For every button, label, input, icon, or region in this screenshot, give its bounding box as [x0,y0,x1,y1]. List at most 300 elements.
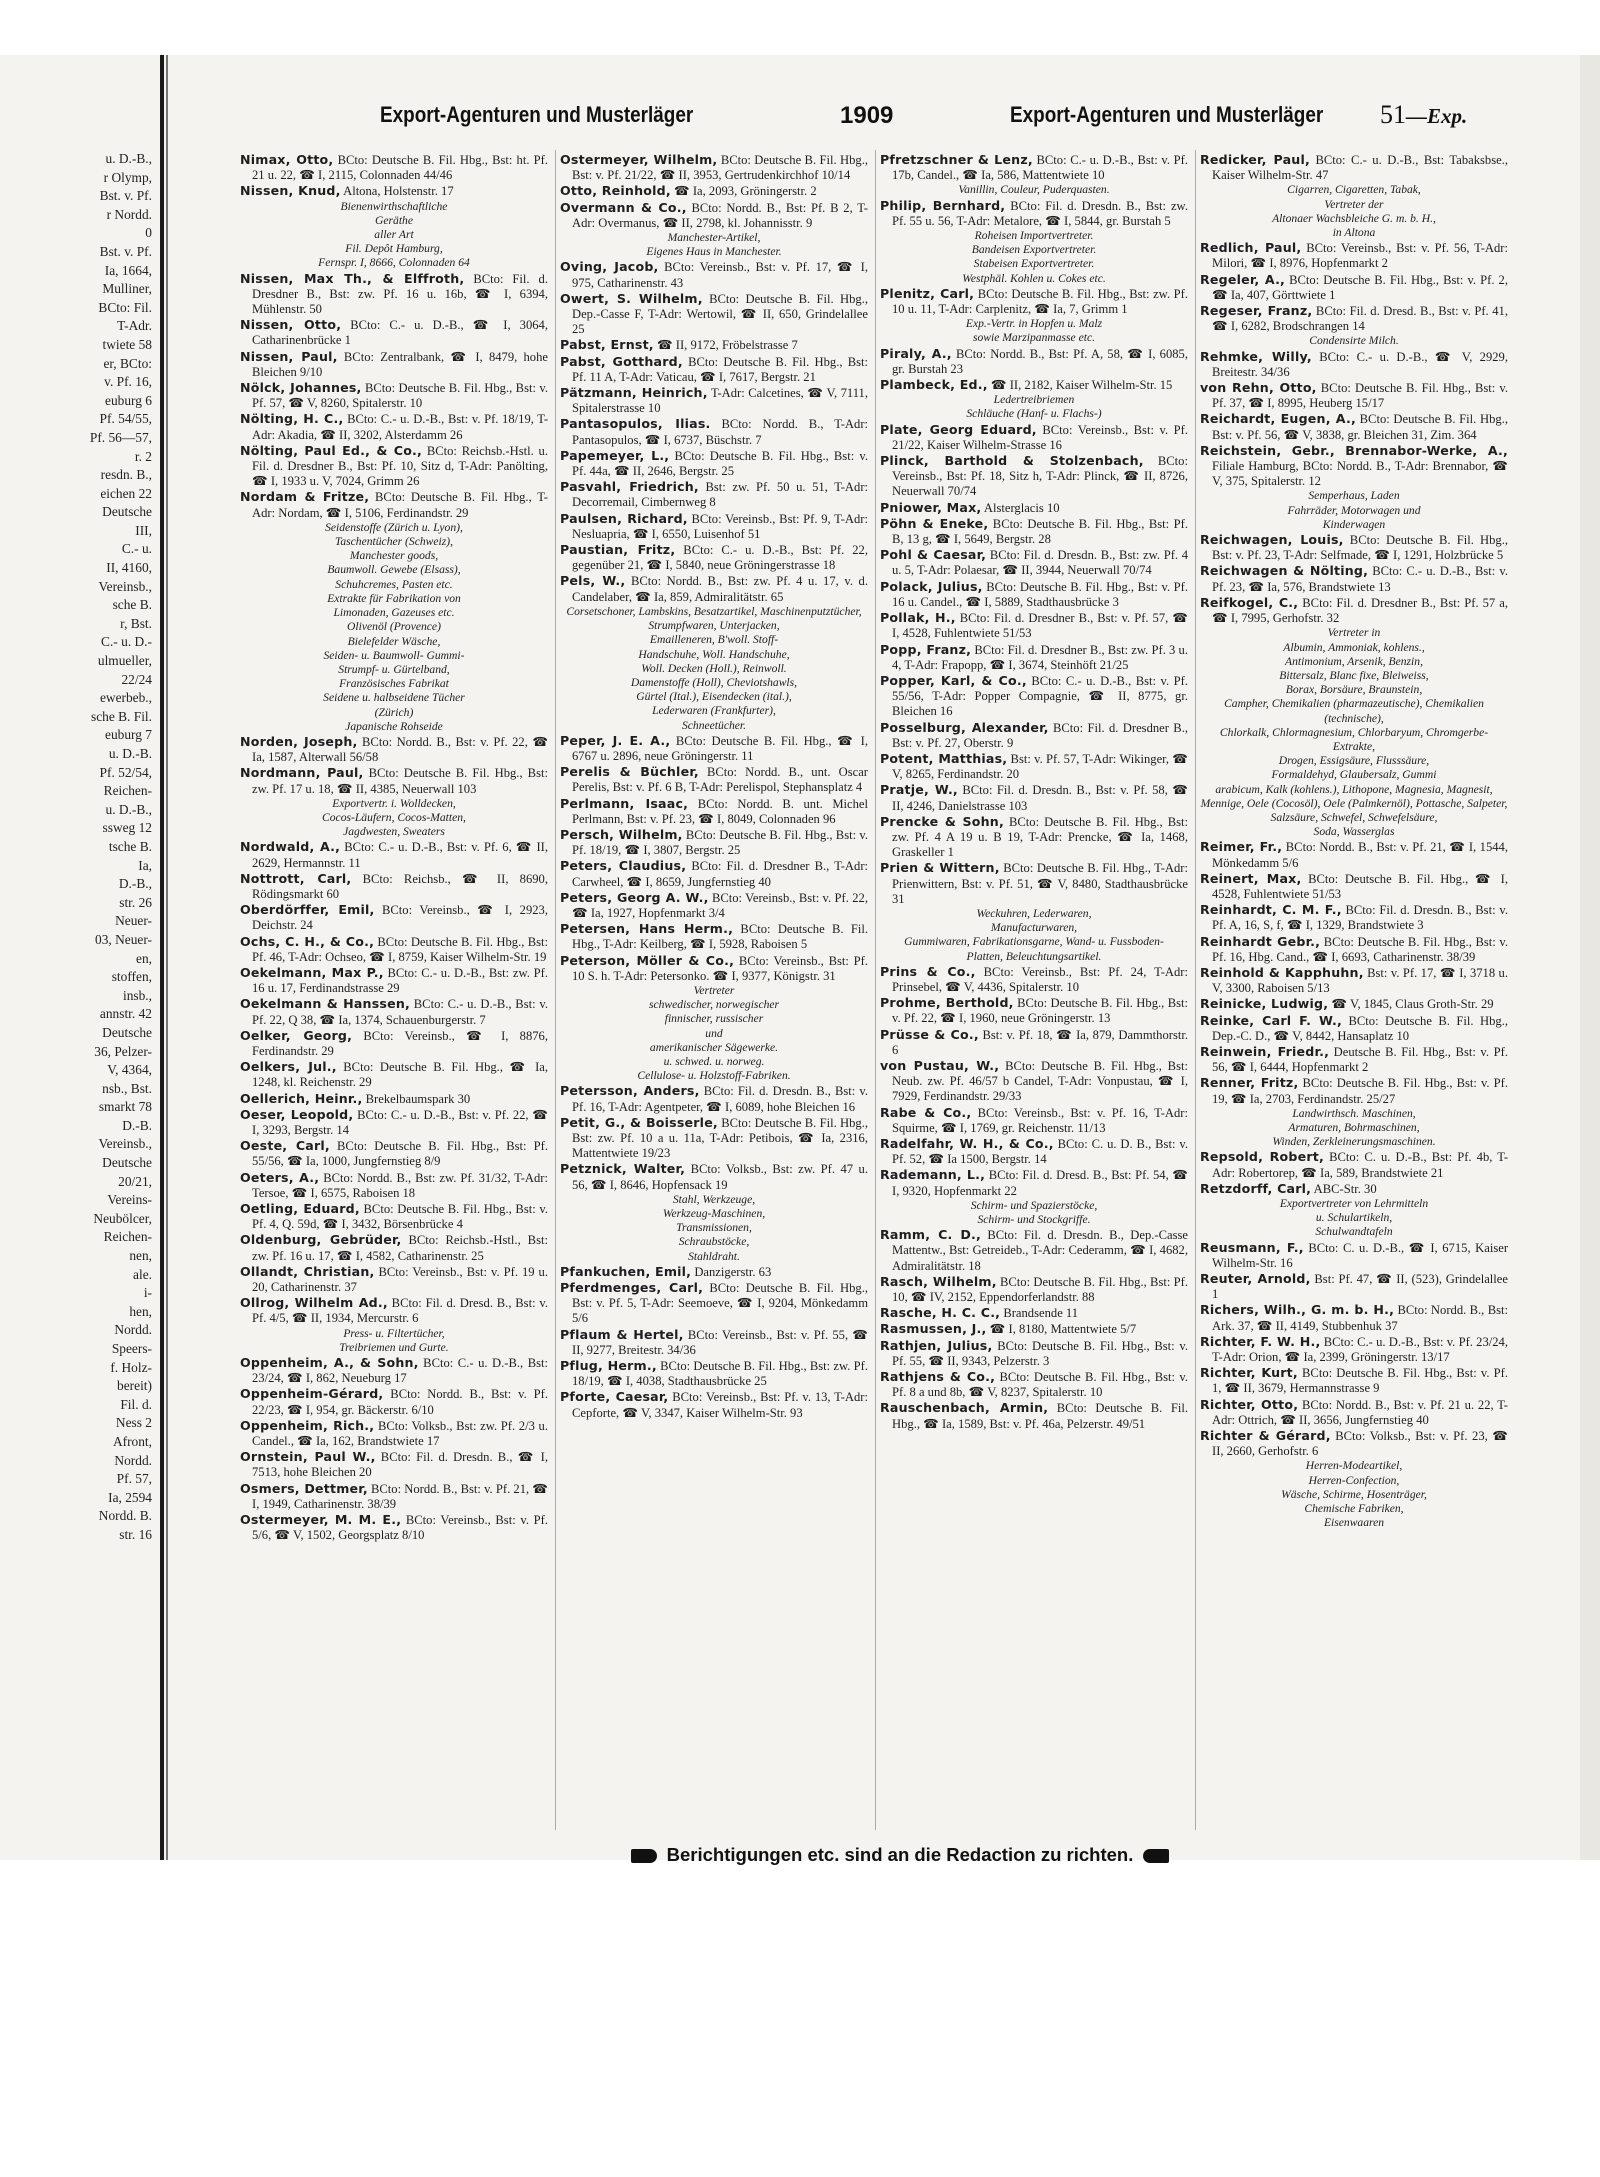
directory-entry [1200,1149,1508,1180]
firm-details: BCto: Deutsche B. Fil. Hbg., Bst: Neub. zw. Pf. 46/57 b Candel, T-Adr: Vonpustau, ☎ I, 7929, Ferdinandstr. 29/33 [892,1058,1188,1104]
directory-entry [880,642,1188,673]
firm-details: BCto: C. u. D.-B., Bst: Pf. 4b, T-Adr: Robertorep, ☎ Ia, 589, Brandstwiete 21 [1212,1150,1509,1180]
firm-name: Regeser, Franz, [1200,303,1313,319]
firm-name: Oelker, Georg, [240,1027,353,1043]
margin-fragment: annstr. 42 [99,1006,152,1022]
firm-name: Popp, Franz, [880,641,972,657]
entry-product-line: Taschentücher (Schweiz), [334,535,454,549]
margin-fragment: Ia, 1664, [104,262,152,278]
firm-details: BCto: Deutsche B. Fil. Hbg., Bst: v. Pf. 2, ☎ Ia, 407, Görttwiete 1 [1212,272,1508,302]
firm-name: Pels, W., [560,573,626,589]
margin-fragment: r Nordd. [106,206,152,222]
firm-details: BCto: Reichsb., ☎ II, 8690, Rödingsmarkt 60 [252,871,548,901]
entry-product-line: Vertreter [693,983,735,997]
directory-entry [880,1305,1188,1321]
directory-entry [560,183,868,199]
directory-entry [1200,1334,1508,1365]
directory-entry [240,489,548,520]
entry-product-line: finnischer, russischer [664,1012,764,1026]
entry-product-line: Werkzeug-Maschinen, [662,1207,766,1221]
directory-entry [560,1115,868,1162]
margin-fragment: ewerbeb., [99,690,152,706]
firm-details: Brandsende 11 [1003,1306,1079,1321]
directory-entry [880,814,1188,861]
firm-details: BCto: Deutsche B. Fil. Hbg., Bst: ht. Pf. 21 u. 22, ☎ I, 2115, Colonnaden 44/46 [252,153,549,183]
directory-entry [880,198,1188,229]
firm-name: Rathjen, Julius, [880,1337,993,1353]
header-page-number [1380,100,1467,130]
page-spine [160,55,164,1860]
directory-entry [560,1389,868,1420]
firm-details: BCto: Deutsche B. Fil. Hbg., T-Adr: Prienwittern, Bst: v. Pf. 51, ☎ V, 8480, Stadthausbrücke 31 [892,861,1189,906]
entry-product-line: Manufacturwaren, [990,921,1078,935]
margin-fragment: str. 16 [119,1526,152,1542]
firm-details: BCto: Vereinsb., Bst: Pf. 18, Sitz h, T-Adr: Plinck, ☎ II, 8726, Neuerwall 70/74 [892,454,1188,499]
firm-details: BCto: Vereinsb., Bst: Pf. 10 S. h. T-Adr: Petersonko. ☎ I, 9377, Königstr. 31 [572,953,868,983]
margin-fragment: Vereinsb., [98,578,152,594]
directory-entry [880,500,1188,516]
entry-product-line: Chlorkalk, Chlormagnesium, Chlorbaryum, Chromgerbe-Extrakte, [1219,725,1489,753]
entry-product-line: Stabeisen Exportvertreter. [973,257,1095,271]
margin-fragment: hen, [129,1303,152,1319]
entry-product-line: Exp.-Vertr. in Hopfen u. Malz [965,317,1103,331]
firm-name: Oldenburg, Gebrüder, [240,1232,402,1248]
directory-entry [560,200,868,231]
entry-product-line: Roheisen Importvertreter. [974,229,1094,243]
firm-details: BCto: Volksb., Bst: zw. Pf. 47 u. 56, ☎ I, 8646, Hopfensack 19 [572,1162,868,1192]
firm-name: Reuter, Arnold, [1200,1271,1311,1287]
header-year: 1909 [840,102,894,129]
directory-entry [880,346,1188,377]
directory-entry [560,764,868,795]
margin-fragment: Pf. 52/54, [99,764,152,780]
margin-fragment: Reichen- [103,783,152,799]
firm-name: von Pustau, W., [880,1057,1000,1073]
firm-name: Pflug, Herm., [560,1358,657,1374]
margin-fragment: V, 4364, [107,1062,152,1078]
page-footer [520,1844,1280,1870]
entry-product-line: Exportvertreter von Lehrmitteln [1279,1197,1429,1211]
entry-product-line: Emailleneren, B'woll. Stoff- [649,633,779,647]
firm-name: Perelis & Büchler, [560,764,699,780]
margin-fragment: Reichen- [103,1229,152,1245]
firm-name: Reinhardt, C. M. F., [1200,902,1342,918]
directory-entry [1200,240,1508,271]
entry-product-line: Lederwaren (Frankfurter), [652,704,776,718]
entry-product-line: Bielefelder Wäsche, [347,634,441,648]
directory-entry [560,921,868,952]
directory-entry [240,1138,548,1169]
entry-product-line: Strumpf- u. Gürtelband, [338,662,450,676]
firm-name: Peters, Claudius, [560,858,687,874]
margin-fragment: 0 [145,225,152,241]
firm-name: Petznick, Walter, [560,1161,686,1177]
margin-fragment: Deutsche [102,1024,152,1040]
firm-name: Nordmann, Paul, [240,765,364,781]
firm-details: BCto: Deutsche B. Fil. Hbg., Bst: Pf. 10, ☎ IV, 2152, Eppendorferlandstr. 88 [892,1274,1188,1305]
directory-entry [560,542,868,573]
firm-details: BCto: Deutsche B. Fil. Hbg., Bst: zw. Pf. 10 a u. 11a, T-Adr: Petibois, ☎ Ia, 2316, Mattentwiete 19/23 [572,1115,868,1161]
firm-details: BCto: Deutsche B. Fil. Hbg., Bst: zw. Pf. 17 u. 18, ☎ II, 4385, Neuerwall 103 [252,766,548,796]
directory-entry [560,796,868,827]
entry-product-line: Stahl, Werkzeuge, [672,1192,756,1206]
directory-entry [240,1232,548,1263]
directory-entry [560,733,868,764]
entry-product-line: Woll. Decken (Holl.), Reinwoll. [641,661,787,675]
firm-details: BCto: C.- u. D.-B., Bst: v. Pf. 22, Q 38, ☎ Ia, 1374, Schauenburgerstr. 7 [252,997,549,1027]
entry-product-line: Soda, Wasserglas [1313,825,1395,839]
directory-entry [560,291,868,338]
margin-fragment: en, [136,950,152,966]
directory-entry [880,1027,1188,1058]
directory-entry [880,1136,1188,1167]
directory-entry [240,734,548,765]
pointing-hand-icon [1143,1849,1169,1863]
firm-name: Reinert, Max, [1200,870,1302,886]
directory-entry [1200,996,1508,1012]
entry-product-line: Schraubstöcke, [678,1235,750,1249]
firm-name: Oekelmann & Hanssen, [240,996,410,1012]
directory-entry [1200,411,1508,442]
firm-details: Bst: v. Pf. 57, T-Adr: Wikinger, ☎ V, 8265, Ferdinandstr. 20 [892,751,1188,782]
directory-entry [1200,349,1508,380]
firm-details: BCto: Deutsche B. Fil. Hbg., Bst: Pf. 46, T-Adr: Ochseo, ☎ I, 8759, Kaiser Wilhelm-Str. 19 [252,934,548,964]
margin-fragment: u. D.-B., [105,801,152,817]
firm-details: ☎ Ia, 2093, Gröningerstr. 2 [673,184,817,199]
firm-name: Nölting, H. C., [240,411,344,427]
firm-details: BCto: C.- u. D.-B., Bst: v. Pf. 18/19, T-Adr: Akadia, ☎ II, 3202, Alsterdamm 26 [252,412,549,442]
firm-details: Altona, Holstenstr. 17 [343,184,454,199]
firm-name: Prins & Co., [880,963,976,979]
directory-entry [240,1295,548,1326]
directory-entry [1200,152,1508,183]
directory-entry [880,547,1188,578]
firm-details: BCto: C.- u. D.-B., Bst: v. Pf. 17b, Candel., ☎ Ia, 586, Mattentwiete 10 [892,153,1188,183]
margin-fragment: Nordd. [114,1452,152,1468]
entry-product-line: Fahrräder, Motorwagen und [1287,503,1421,517]
firm-details: BCto: C.- u. D.-B., Bst: Pf. 22, gegenüber 21, ☎ I, 5840, neue Gröningerstrasse 18 [572,543,868,573]
firm-name: Norden, Joseph, [240,733,358,749]
firm-name: Prien & Wittern, [880,860,1000,876]
firm-details: BCto: Fil. d. Dresdner B., Bst: v. Pf. 57, ☎ I, 4528, Fuhlentwiete 51/53 [892,611,1188,641]
margin-fragment: v. Pf. 16, [104,374,152,390]
firm-name: Nissen, Paul, [240,348,338,364]
directory-entry [560,259,868,290]
firm-details: BCto: Nordd. B., Bst: v. Pf. 22/23, ☎ I, 954, gr. Bäckerstr. 6/10 [252,1387,548,1417]
entry-product-line: Bandeisen Exportvertreter. [971,243,1097,257]
margin-fragment: euburg 7 [105,727,152,743]
margin-fragment: i- [143,1285,152,1301]
firm-name: Radelfahr, W. H., & Co., [880,1136,1054,1151]
firm-details: BCto: Deutsche B. Fil. Hbg., Bst: v. Pf. 21/22, ☎ II, 3953, Gertrudenkirchhof 10/14 [572,153,869,183]
entry-product-line: u. Schulartikeln, [1315,1211,1393,1225]
directory-entry [560,858,868,889]
margin-fragment: Mulliner, [102,281,152,297]
firm-details: BCto: Nordd. B., Bst: Pf. A, 58, ☎ I, 6085, gr. Burstah 23 [892,346,1188,376]
directory-entry [240,1418,548,1449]
firm-details: BCto: C.- u. D.-B., Bst: v. Pf. 23/24, T-Adr: Orion, ☎ Ia, 2399, Gröningerstr. 13/17 [1212,1334,1508,1365]
firm-name: Richter & Gérard, [1200,1428,1331,1444]
entry-product-line: Condensirte Milch. [1309,334,1399,348]
firm-details: BCto: Fil. d. Dresdn. B., Bst: zw. Pf. 4 u. 5, T-Adr: Polaesar, ☎ II, 3944, Neuerwall 70/74 [892,548,1188,578]
entry-product-line: Antimonium, Arsenik, Benzin, [1285,654,1423,668]
firm-name: Rasch, Wilhelm, [880,1273,997,1289]
firm-details: BCto: Deutsche B. Fil. Hbg., Bst: v. Pf. 19, ☎ Ia, 2703, Ferdinandstr. 25/27 [1212,1076,1509,1106]
entry-product-line: Stahldraht. [688,1249,740,1263]
firm-details: BCto: Vereinsb., Bst: Pf. 9, T-Adr: Nesluapria, ☎ I, 6550, Luisenhof 51 [572,511,868,541]
margin-fragment: 36, Pelzer- [94,1043,152,1059]
margin-fragment: tsche B. [108,838,152,854]
firm-details: BCto: Deutsche B. Fil. Hbg., Bst: v. Pf. 16 u. Candel., ☎ I, 5889, Stadthausbrücke 3 [892,579,1188,609]
margin-fragment: stoffen, [111,969,152,985]
firm-details: BCto: Deutsche B. Fil. Hbg., Bst: v. Pf. 55, ☎ II, 9343, Pelzerstr. 3 [892,1338,1189,1368]
firm-details: BCto: Vereinsb., Bst: v. Pf. 19 u. 20, Catharinenstr. 37 [252,1264,549,1295]
entry-product-line: Transmissionen, [676,1221,752,1235]
firm-details: BCto: Deutsche B. Fil. Hbg., Bst: Pf. 11 A, T-Adr: Vaticau, ☎ I, 7617, Bergstr. 21 [572,354,868,384]
entry-product-line: Drogen, Essigsäure, Flusssäure, [1278,754,1430,768]
firm-name: Osmers, Dettmer, [240,1480,368,1496]
page-right-edge [1580,55,1600,1860]
firm-name: Plenitz, Carl, [880,285,975,301]
firm-name: Pforte, Caesar, [560,1389,669,1405]
directory-entry [240,380,548,411]
entry-product-line: Westphäl. Kohlen u. Cokes etc. [962,271,1106,285]
entry-product-line: schwedischer, norwegischer [648,998,780,1012]
margin-fragment: sche B. [112,597,152,613]
firm-details: ☎ V, 1845, Claus Groth-Str. 29 [1331,997,1494,1012]
firm-name: Oppenheim, A., & Sohn, [240,1355,419,1371]
firm-details: BCto: Fil. d. Dresd. B., Bst: Pf. 54, ☎ I, 9320, Hopfenmarkt 22 [892,1168,1188,1198]
margin-fragment: twiete 58 [102,336,152,352]
firm-details: BCto: Fil. d. Dresdner B., Bst: zw. Pf. 3 u. 4, T-Adr: Frapopp, ☎ I, 3674, Steinhöft 21/25 [892,642,1188,672]
directory-entry [880,579,1188,610]
firm-details: BCto: Fil. d. Dresdn. B., Bst: v. Pf. A, 16, S, f, ☎ I, 1329, Brandstwiete 3 [1212,903,1508,933]
firm-name: Rauschenbach, Armin, [880,1400,1049,1416]
directory-entry [880,995,1188,1026]
margin-fragment: nsb., Bst. [102,1080,152,1096]
firm-details: ☎ II, 9172, Fröbelstrasse 7 [656,338,798,353]
entry-product-line: Fernspr. I, 8666, Colonnaden 64 [318,256,470,270]
directory-entry [240,1512,548,1543]
firm-details: BCto: Nordd. B., unt. Oscar Perelis, Bst: v. Pf. 6 B, T-Adr: Perelispol, Stephansplatz 4 [572,765,868,795]
directory-entry [560,890,868,921]
firm-details: BCto: Nordd. B., Bst: zw. Pf. 31/32, T-Adr: Tersoe, ☎ I, 6575, Raboisen 18 [252,1170,548,1200]
firm-name: Ostermeyer, Wilhelm, [560,152,718,167]
firm-details: BCto: Reichsb.-Hstl., Bst: zw. Pf. 16 u. 17, ☎ I, 4582, Catharinenstr. 25 [252,1233,548,1263]
directory-entry [880,377,1188,393]
margin-fragment: eichen 22 [100,485,152,501]
firm-name: Owert, S. Wilhelm, [560,290,703,306]
directory-entry [240,1170,548,1201]
entry-product-line: Schuhcremes, Pasten etc. [335,577,453,591]
firm-details: BCto: Vereinsb., Bst: v. Pf. 5/6, ☎ V, 1502, Georgsplatz 8/10 [252,1513,548,1543]
firm-details: BCto: Deutsche B. Fil. Hbg., Bst: v. Pf. 16, Hbg. Cand., ☎ I, 6693, Catharinenstr. 38/39 [1212,934,1508,964]
entry-product-line: Olivenöl (Provence) [347,620,441,634]
firm-details: BCto: Deutsche B. Fil. Hbg., Bst: v. Pf. 4, Q. 59d, ☎ I, 3432, Börsenbrücke 4 [252,1202,549,1232]
directory-entry [240,1481,548,1512]
firm-name: Nottrott, Carl, [240,870,352,886]
firm-details: BCto: Deutsche B. Fil. Hbg., Dep.-C. D., ☎ V, 8442, Hansaplatz 10 [1212,1013,1508,1043]
firm-details: BCto: Deutsche B. Fil. Hbg., Bst: v. Pf. 57, ☎ V, 8260, Spitalerstr. 10 [252,381,549,411]
firm-name: Nölck, Johannes, [240,380,362,396]
firm-name: Pratje, W., [880,782,958,798]
firm-name: Nordwald, A., [240,839,341,855]
column-rule [555,150,556,1830]
margin-fragment: Neuer- [115,913,152,929]
entry-product-line: Gummiwaren, Fabrikationsgarne, Wand- u. Fussboden- [904,935,1164,949]
margin-fragment: Nordd. B. [98,1508,152,1524]
margin-fragment: ulmueller, [97,653,152,669]
directory-entry [880,720,1188,751]
margin-fragment: D.-B., [118,876,152,892]
margin-fragment: Afront, [112,1433,152,1449]
firm-name: Persch, Wilhelm, [560,826,683,842]
previous-page-margin [0,150,156,1850]
firm-details: BCto: C. u. D.-B., ☎ I, 6715, Kaiser Wilhelm-Str. 16 [1212,1240,1509,1270]
directory-entry [560,1280,868,1327]
firm-name: Pasvahl, Friedrich, [560,479,699,495]
firm-name: Ornstein, Paul W., [240,1449,376,1465]
firm-details: BCto: Fil. d. Dresd. B., Bst: v. Pf. 4/5, ☎ II, 1934, Mercurstr. 6 [252,1296,548,1326]
entry-product-line: Eisenwaaren [1323,1516,1385,1530]
entry-product-line: Vertreter der [1324,197,1384,211]
entry-product-line: Seiden- u. Baumwoll- Gummi- [323,648,465,662]
directory-entry [240,1355,548,1386]
firm-name: Regeler, A., [1200,271,1286,287]
directory-entry [560,573,868,604]
entry-product-line: Japanische Rohseide [345,719,443,733]
firm-name: Reichwagen & Nölting, [1200,563,1369,579]
directory-entry [560,385,868,416]
firm-details: BCto: C.- u. D.-B., Bst: zw. Pf. 16 u. 17, Ferdinandstrasse 29 [252,965,548,996]
directory-entry [1200,934,1508,965]
firm-name: Rathjens & Co., [880,1369,996,1385]
firm-details: BCto: Deutsche B. Fil. Hbg., T-Adr: Nordam, ☎ I, 5106, Ferdinandstr. 29 [252,490,548,520]
firm-name: Polack, Julius, [880,578,983,594]
margin-fragment: D.-B. [122,1117,152,1133]
entry-product-line: Chemische Fabriken, [1304,1502,1404,1516]
firm-details: BCto: Vereinsb., Bst: v. Pf. 16, T-Adr: Squirme, ☎ I, 1769, gr. Reichenstr. 11/13 [892,1105,1188,1135]
firm-details: BCto: Deutsche B. Fil. Hbg., ☎ I, 4528, Fuhlentwiete 51/53 [1212,871,1508,901]
firm-details: BCto: Vereinsb., Bst: v. Pf. 17, ☎ I, 975, Catharinenstr. 43 [572,260,868,290]
directory-entry [880,964,1188,995]
firm-name: Pfretzschner & Lenz, [880,152,1033,167]
entry-product-line: Altonaer Wachsbleiche G. m. b. H., [1272,211,1436,225]
pointing-hand-icon [631,1849,657,1863]
margin-fragment: BCto: Fil. [98,299,152,315]
firm-details: BCto: C.- u. D.-B., Bst: v. Pf. 23, ☎ Ia, 576, Brandstwiete 13 [1212,564,1508,594]
firm-details: BCto: Deutsche B. Fil. Hbg., Bst: v. Pf. 1, ☎ II, 3679, Hermannstrasse 9 [1212,1366,1508,1396]
directory-entry [880,610,1188,641]
entry-product-line: Vanillin, Couleur, Puderquasten. [958,183,1110,197]
directory-entry [880,453,1188,500]
firm-details: Bst: Pf. 47, ☎ II, (523), Grindelallee 1 [1212,1272,1508,1302]
firm-name: Prohme, Berthold, [880,995,1014,1011]
directory-entry [560,1264,868,1280]
entry-product-line: Manchester-Artikel, [667,231,761,245]
firm-name: Rasmussen, J., [880,1321,987,1337]
directory-entry [240,839,548,870]
directory-entry [560,1358,868,1389]
entry-product-line: Eigenes Haus in Manchester. [646,245,782,259]
firm-details: BCto: Fil. d. Dresdner B., Bst: v. Pf. 27, Oberstr. 9 [892,720,1189,750]
firm-details: BCto: Reichsb.-Hstl. u. Fil. d. Dresdner B., Bst: Pf. 10, Sitz d, T-Adr: Panölting, ☎ I, 1933 u. V, 7024, Grimm 26 [252,443,548,489]
entry-product-line: Platten, Beleuchtungsartikel. [966,949,1102,963]
firm-details: BCto: Deutsche B. Fil. Hbg., Bst: v. Pf. 8 a und 8b, ☎ V, 8237, Spitalerstr. 10 [892,1370,1189,1400]
firm-details: BCto: Vereinsb., Bst: Pf. v. 13, T-Adr: Cepforte, ☎ V, 3347, Kaiser Wilhelm-Str. 93 [572,1390,868,1420]
entry-product-line: (Zürich) [374,705,414,719]
entry-product-line: Albumin, Ammoniak, kohlens., [1283,640,1425,654]
directory-entry [1200,902,1508,933]
margin-fragment: er, BCto: [103,355,152,371]
directory-entry [1200,380,1508,411]
entry-product-line: Ledertreibriemen [993,393,1075,407]
directory-entry [1200,532,1508,563]
directory-entry [1200,272,1508,303]
directory-entry [240,1264,548,1295]
directory-entry [880,1338,1188,1369]
firm-details: BCto: Deutsche B. Fil. Hbg., Bst: v. Pf. 56, ☎ V, 3838, gr. Bleichen 31, Zim. 364 [1212,412,1508,442]
directory-entry [1200,1271,1508,1302]
firm-name: Nölting, Paul Ed., & Co., [240,442,423,458]
firm-name: Richter, F. W. H., [1200,1333,1321,1349]
firm-name: Plambeck, Ed., [880,377,988,393]
margin-fragment: Speers- [111,1341,152,1356]
firm-details: Alsterglacis 10 [983,500,1060,515]
firm-details: BCto: Volksb., Bst: zw. Pf. 2/3 u. Candel., ☎ Ia, 162, Brandstwiete 17 [252,1418,548,1449]
margin-fragment: f. Holz- [110,1359,152,1375]
directory-entry [1200,965,1508,996]
entry-product-line: arabicum, Kalk (kohlens.), Lithopone, Magnesia, Magnesit, Mennige, Oele (Cocosöl), Oele (Palmkernöl), Pottasche, Salpeter, Salzsäure, Schwefel, Schwefelsäure, [1200,782,1508,824]
firm-name: Reichardt, Eugen, A., [1200,411,1356,427]
directory-entry [560,953,868,984]
entry-product-line: Fil. Depôt Hamburg, [345,242,443,256]
firm-details: BCto: Nordd. B., Bst: v. Pf. 22, ☎ Ia, 1587, Alterwall 56/58 [252,734,549,765]
directory-entry [240,271,548,318]
margin-fragment: r. 2 [134,448,152,464]
firm-details: T-Adr: Calcetines, ☎ V, 7111, Spitalerstrasse 10 [572,386,869,416]
firm-name: Peterson, Möller & Co., [560,952,735,968]
directory-entry [560,511,868,542]
firm-name: Peters, Georg A. W., [560,889,709,905]
entry-product-line: Jagdwesten, Sweaters [343,825,445,839]
firm-name: Reinhold & Kapphuhn, [1200,964,1364,980]
margin-fragment: insb., [122,987,152,1003]
entry-product-line: Schirm- und Stockgriffe. [977,1213,1091,1227]
firm-details: BCto: Deutsche B. Fil. Hbg., Bst: v. Pf. 44a, ☎ II, 2646, Bergstr. 25 [572,448,868,479]
entry-product-line: Wäsche, Schirme, Hosenträger, [1281,1487,1427,1501]
firm-name: Pfankuchen, Emil, [560,1263,692,1279]
firm-details: BCto: Nordd. B., Bst: v. Pf. 21, ☎ I, 1544, Mönkedamm 5/6 [1212,840,1508,870]
margin-fragment: Vereins- [107,1192,152,1208]
firm-name: Rasche, H. C. C., [880,1305,1001,1321]
margin-fragment: Ia, 2594 [108,1489,152,1505]
entry-product-line: und [705,1026,723,1040]
column-rule [875,150,876,1830]
entry-product-line: Seidenstoffe (Zürich u. Lyon), [325,520,463,534]
header-right-title: Export-Agenturen und Musterläger [1010,102,1324,127]
margin-fragment: Pf. 54/55, [99,411,152,427]
directory-entry [240,183,548,199]
firm-name: Plinck, Barthold & Stolzenbach, [880,453,1144,469]
firm-details: BCto: Deutsche B. Fil. Hbg., Bst: zw. Pf. 4 A 19 u. B 19, T-Adr: Prencke, ☎ Ia, 1468, Graskeller 1 [892,814,1189,860]
entry-product-line: Press- u. Filtertücher, [343,1326,445,1340]
directory-entry [1200,1044,1508,1075]
entry-product-line: Schneetücher. [681,718,747,732]
margin-fragment: 22/24 [121,671,152,687]
firm-name: Paustian, Fritz, [560,542,676,558]
directory-entry [560,827,868,858]
